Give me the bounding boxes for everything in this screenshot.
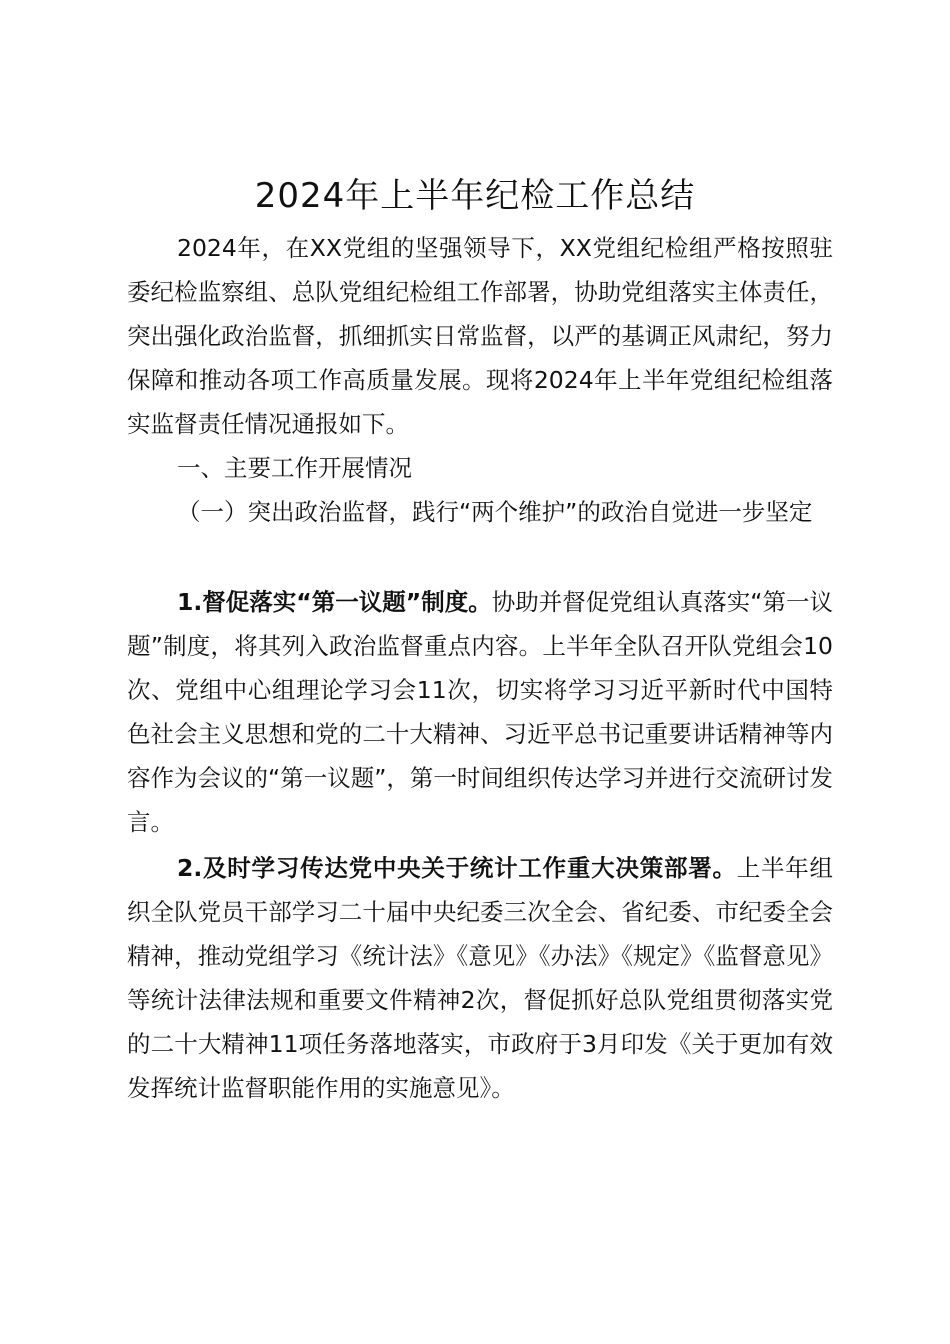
item-2-paragraph	[127, 846, 833, 1110]
intro-paragraph: 2024年，在XX党组的坚强领导下，XX党组纪检组严格按照驻委纪检监察组、总队党组纪检组工作部署，协助党组落实主体责任，突出强化政治监督，抓细抓实日常监督，以严的基调正风肃纪，努力保障和推动各项工作高质量发展。现将2024年上半年党组纪检组落实监督责任情况通报如下。	[127, 234, 833, 438]
section-heading: 一、主要工作开展情况	[177, 454, 412, 482]
page-title: 2024年上半年纪检工作总结	[254, 176, 696, 216]
item-2-title: 2.及时学习传达党中央关于统计工作重大决策部署。	[177, 854, 737, 882]
item-1-title: 1.督促落实“第一议题”制度。	[177, 588, 492, 616]
subsection-heading: （一）突出政治监督，践行“两个维护”的政治自觉进一步坚定	[177, 498, 813, 526]
item-2-body: 上半年组织全队党员干部学习二十届中央纪委三次全会、省纪委、市纪委全会精神，推动党组学习《统计法》《意见》《办法》《规定》《监督意见》等统计法律法规和重要文件精神2次，督促抓好总队党组贯彻落实党的二十大精神11项任务落地落实，市政府于3月印发《关于更加有效发挥统计监督职能作用的实施意见》。	[127, 854, 834, 1102]
item-1-paragraph	[127, 580, 833, 844]
item-1-body: 协助并督促党组认真落实“第一议题”制度，将其列入政治监督重点内容。上半年全队召开队党组会10次、党组中心组理论学习会11次，切实将学习习近平新时代中国特色社会主义思想和党的二十大精神、习近平总书记重要讲话精神等内容作为会议的“第一议题”，第一时间组织传达学习并进行交流研讨发言。	[127, 588, 833, 836]
